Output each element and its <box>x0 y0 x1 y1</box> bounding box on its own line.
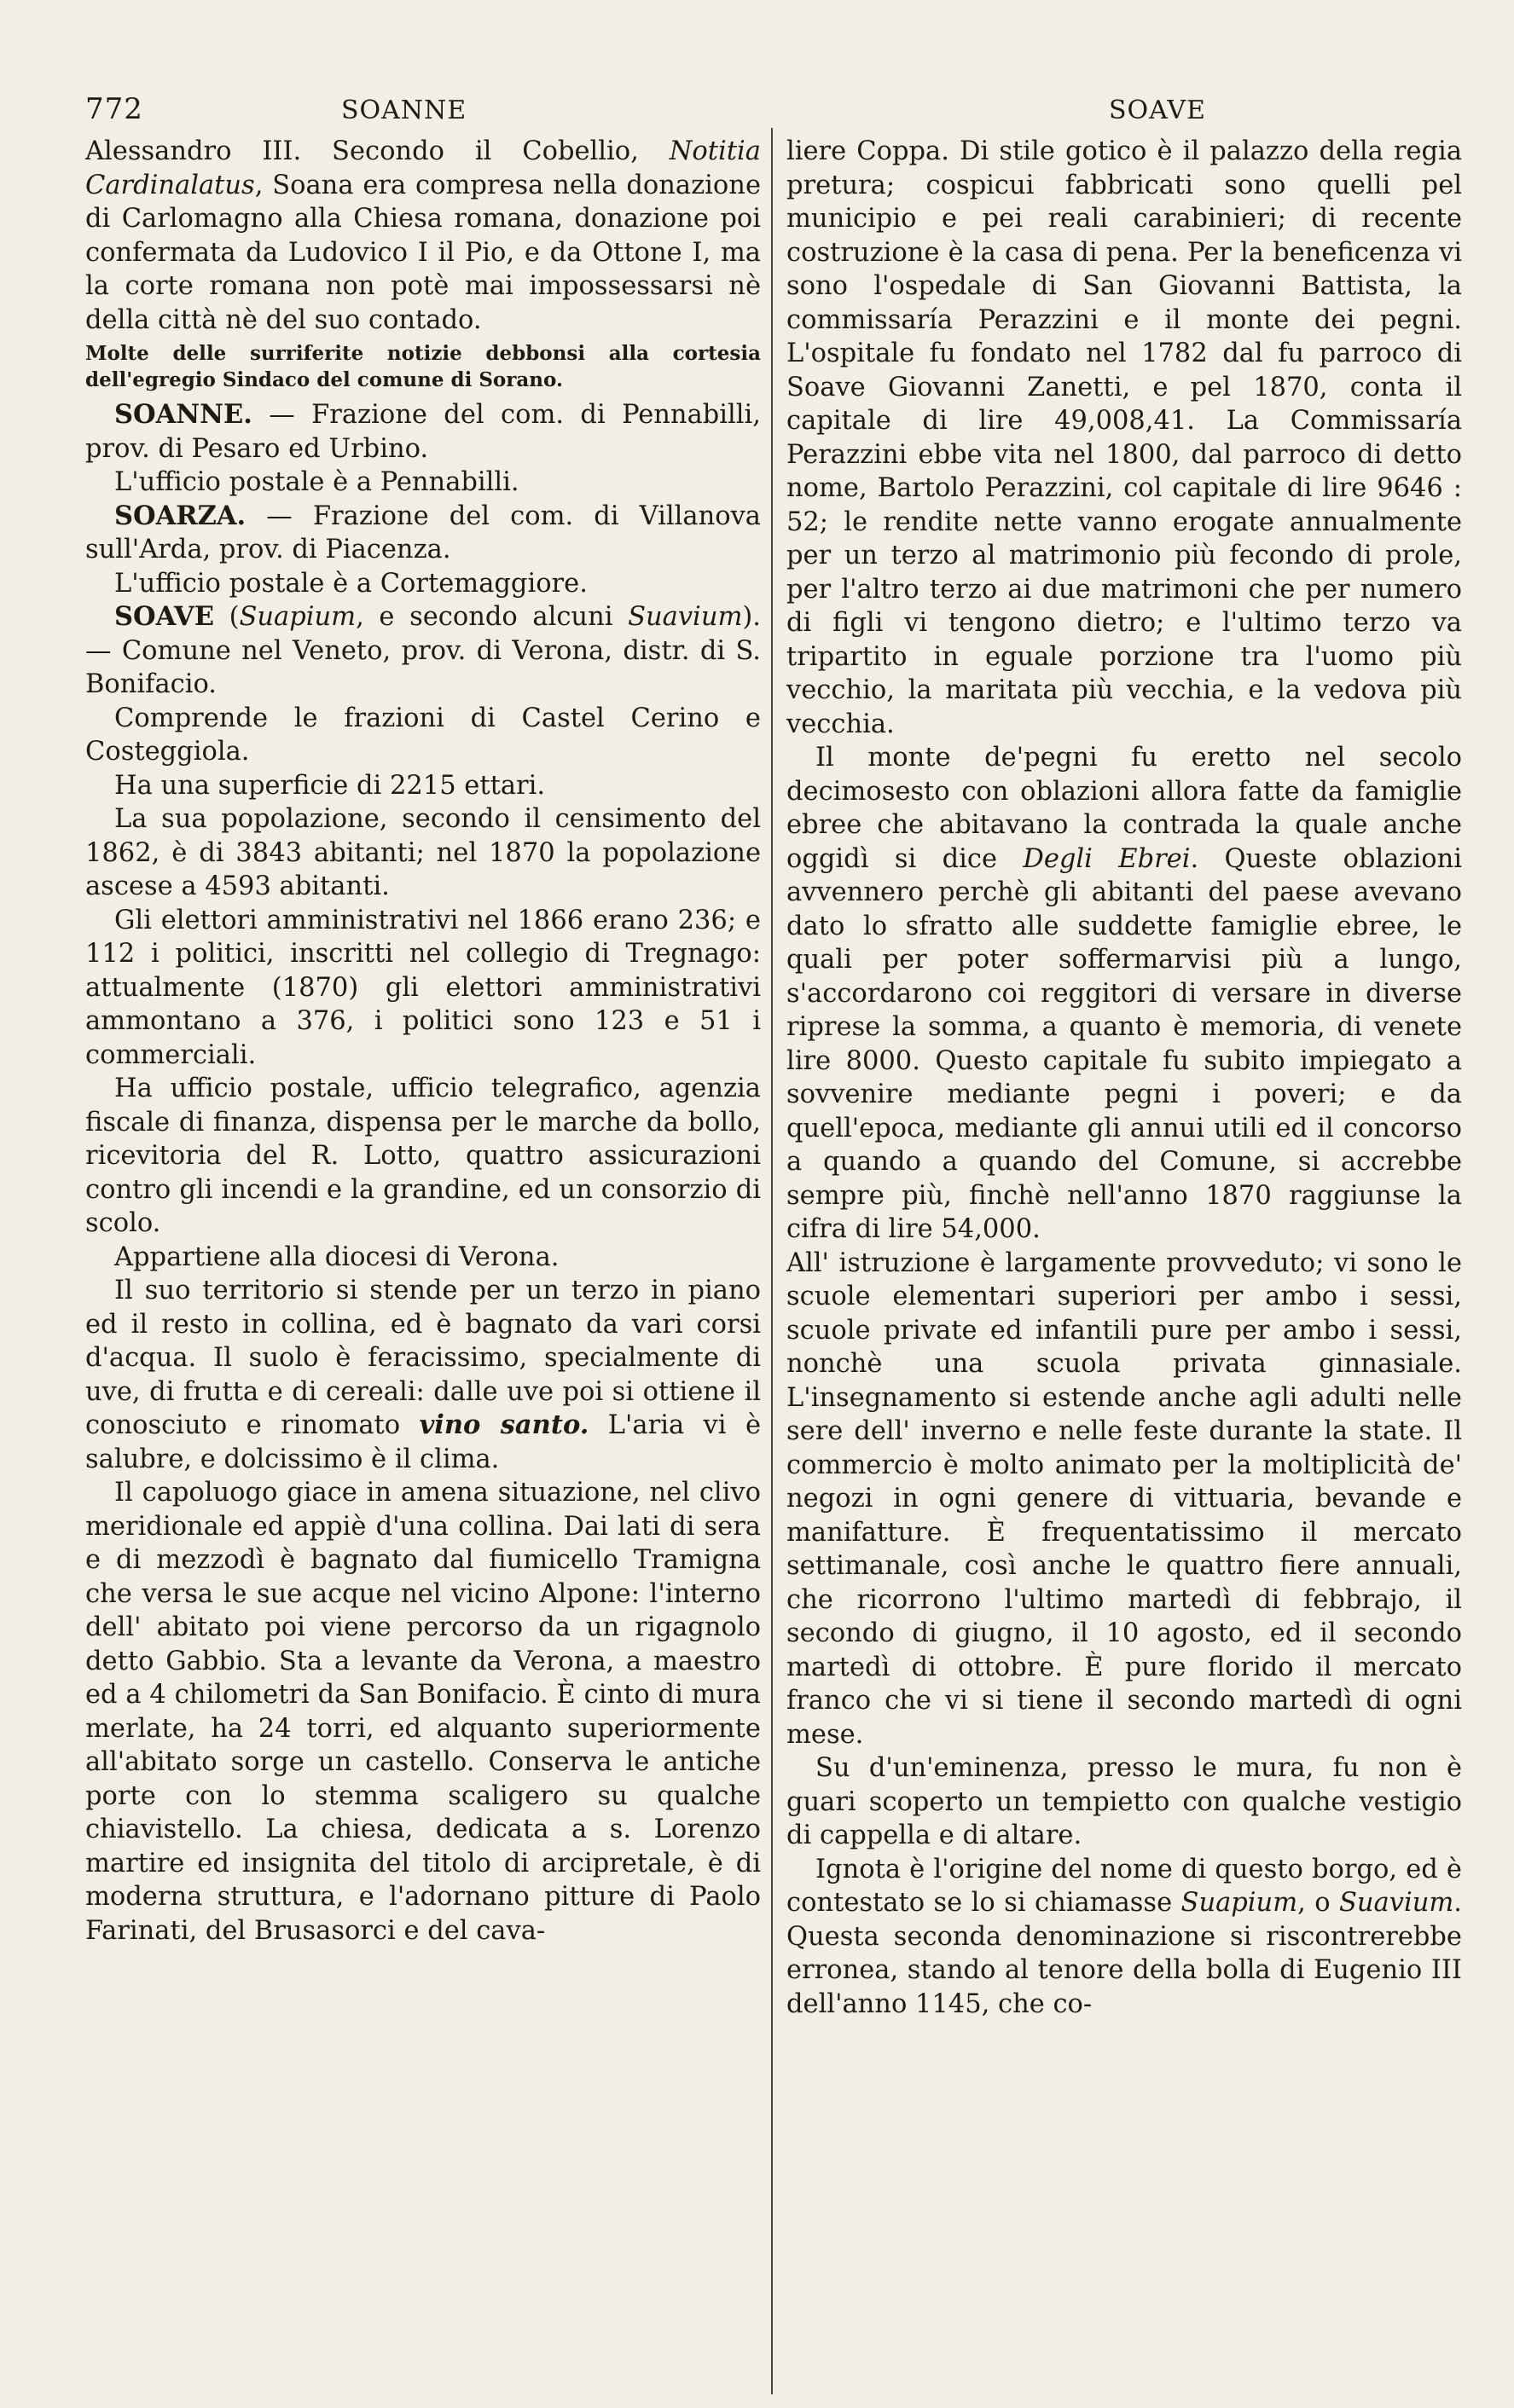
paragraph: La sua popolazione, secondo il censimento del 1862, è di 3843 abitanti; nel 1870 la popolazione ascese a 4593 abitanti. <box>85 804 761 901</box>
page-number: 772 <box>85 92 143 126</box>
text-run: , o <box>1297 1888 1340 1918</box>
italic-name: Suavium <box>1339 1888 1454 1918</box>
text-run: Ignota è l'origine del nome di questo borgo, ed è contestato se lo si chiamasse <box>786 1854 1462 1918</box>
entry-soarza <box>85 500 761 567</box>
text-run: Il suo territorio si stende per un terzo in piano ed il resto in collina, ed è bagnato da vari corsi d'acqua. Il suolo è feracissimo, specialmente di uve, di frutta e di cereali: dalle uve poi si ottiene il conosciuto e rinomato <box>85 1276 761 1440</box>
italic-title: Notitia Cardinalatus <box>85 136 761 200</box>
paragraph-istruzione: All' istruzione è largamente provveduto; vi sono le scuole elementari superiori per ambo i sessi, scuole private ed infantili pure per ambo i sessi, nonchè una scuola privata ginnasiale. L'insegnamento si estende anche agli adulti nelle sere dell' inverno e nelle feste durante la state. Il commercio è molto animato per la moltiplicità de' negozi in ogni genere di vittuaria, bevande e manifatture. È frequentatissimo il mercato settimanale, così anche le quattro fiere annuali, che ricorrono l'ultimo martedì di febbrajo, il secondo di giugno, il 10 agosto, ed il secondo martedì di ottobre. È pure florido il mercato franco che vi si tiene il secondo martedì di ogni mese. <box>786 1247 1462 1750</box>
text-run: . Questa seconda denominazione si riscontrerebbe erronea, stando al tenore della bolla di Eugenio III dell'anno 1145, che co- <box>786 1888 1462 2019</box>
text-run: — Frazione del com. di Villanova sull'Arda, prov. di Piacenza. <box>85 501 761 564</box>
paragraph: L'ufficio postale è a Pennabilli. <box>114 467 519 497</box>
italic-name: Suapium <box>239 602 357 632</box>
headword: SOAVE <box>114 601 214 632</box>
italic-name: Suavium <box>628 602 743 632</box>
text-run: Il monte de'pegni fu eretto nel secolo decimosesto con oblazioni allora fatte da famiglie ebree che abitavano la contrada la quale anche oggidì si dice <box>786 743 1462 874</box>
text-run: — Frazione del com. di Pennabilli, prov. di Pesaro ed Urbino. <box>85 400 761 464</box>
paragraph: L'ufficio postale è a Cortemaggiore. <box>114 568 588 599</box>
running-head-left: SOANNE <box>341 96 467 125</box>
headword: SOANNE. <box>114 399 252 430</box>
italic-name: Degli Ebrei <box>1023 843 1191 874</box>
paragraph-territorio <box>85 1274 761 1476</box>
headword: SOARZA. <box>114 500 247 531</box>
paragraph: Appartiene alla diocesi di Verona. <box>114 1242 560 1272</box>
entry-soanne <box>85 398 761 466</box>
paragraph-alessandro <box>85 135 761 337</box>
italic-name: Suapium <box>1180 1888 1298 1918</box>
paragraph-monte <box>786 741 1462 1247</box>
text-run: ( <box>213 602 240 632</box>
running-head-right: SOAVE <box>1109 96 1206 125</box>
right-column <box>786 135 1462 2021</box>
paragraph-origine <box>786 1853 1462 2022</box>
italic-term: vino santo. <box>419 1409 589 1440</box>
paragraph: Gli elettori amministrativi nel 1866 erano 236; e 112 i politici, inscritti nel collegio di Tregnago: attualmente (1870) gli elettori amministrativi ammontano a 376, i politici sono 123 e 51 i commerciali. <box>85 905 761 1070</box>
text-run: L'aria vi è salubre, e dolcissimo è il clima. <box>85 1410 761 1474</box>
paragraph: Ha una superficie di 2215 ettari. <box>114 770 546 801</box>
text-run: , e secondo alcuni <box>356 602 629 632</box>
paragraph-continued: liere Coppa. Di stile gotico è il palazzo della regia pretura; cospicui fabbricati sono quelli pel municipio e pei reali carabinieri; di recente costruzione è la casa di pena. Per la beneficenza vi sono l'ospedale di San Giovanni Battista, la commissaría Perazzini e il monte dei pegni. L'ospitale fu fondato nel 1782 dal fu parroco di Soave Giovanni Zanetti, e pel 1870, conta il capitale di lire 49,008,41. La Commissaría Perazzini ebbe vita nel 1800, dal parroco di detto nome, Bartolo Perazzini, col capitale di lire 9646 : 52; le rendite nette vanno erogate annualmente per un terzo al matrimonio più fecondo di prole, per l'altro terzo ai due matrimoni che per numero di figli vi tengono dietro; e l'ultimo terzo va tripartito in eguale porzione tra l'uomo più vecchio, la maritata più vecchia, e la vedova più vecchia. <box>786 136 1462 739</box>
paragraph: Comprende le frazioni di Castel Cerino e Costeggiola. <box>85 703 761 767</box>
entry-soave <box>85 600 761 702</box>
text-run: Alessandro III. Secondo il Cobellio, <box>85 136 670 166</box>
column-divider <box>771 128 773 2394</box>
text-run: , Soana era compresa nella donazione di Carlomagno alla Chiesa romana, donazione poi confermata da Ludovico I il Pio, e da Ottone I, ma la corte romana non potè mai impossessarsi nè della città nè del suo contado. <box>85 170 761 335</box>
paragraph-capoluogo: Il capoluogo giace in amena situazione, nel clivo meridionale ed appiè d'una collina. Dai lati di sera e di mezzodì è bagnato dal fiumicello Tramigna che versa le sue acque nel vicino Alpone: l'interno dell' abitato poi viene percorso da un rigagnolo detto Gabbio. Sta a levante da Verona, a maestro ed a 4 chilometri da San Bonifacio. È cinto di mura merlate, ha 24 torri, ed alquanto superiormente all'abitato sorge un castello. Conserva le antiche porte con lo stemma scaligero su qualche chiavistello. La chiesa, dedicata a s. Lorenzo martire ed insignita del titolo di arcipretale, è di moderna struttura, e l'adornano pitture di Paolo Farinati, del Brusasorci e del cava- <box>85 1478 761 1946</box>
text-run: ). — Comune nel Veneto, prov. di Verona, distr. di S. Bonifacio. <box>85 602 761 699</box>
text-run: . Queste oblazioni avvennero perchè gli abitanti del paese avevano dato lo sfratto alle suddette famiglie ebree, le quali per poter soffermarvisi più a lungo, s'accordarono coi reggitori di versare in diverse riprese la somma, a quanto è memoria, di venete lire 8000. Questo capitale fu subito impiegato a sovvenire mediante pegni i poveri; e da quell'epoca, mediante gli annui utili ed il concorso a quando a quando del Comune, si accrebbe sempre più, finchè nell'anno 1870 raggiunse la cifra di lire 54,000. <box>786 843 1462 1244</box>
paragraph: Ha ufficio postale, ufficio telegrafico, agenzia fiscale di finanza, dispensa per le marche da bollo, ricevitoria del R. Lotto, quattro assicurazioni contro gli incendi e la grandine, ed un consorzio di scolo. <box>85 1074 761 1238</box>
footnote-acknowledgement: Molte delle surriferite notizie debbonsi alla cortesia dell'egregio Sindaco del comune di Sorano. <box>85 342 761 391</box>
left-column <box>85 135 761 1948</box>
paragraph-eminenza: Su d'un'eminenza, presso le mura, fu non è guari scoperto un tempietto con qualche vestigio di cappella e di altare. <box>786 1753 1462 1850</box>
